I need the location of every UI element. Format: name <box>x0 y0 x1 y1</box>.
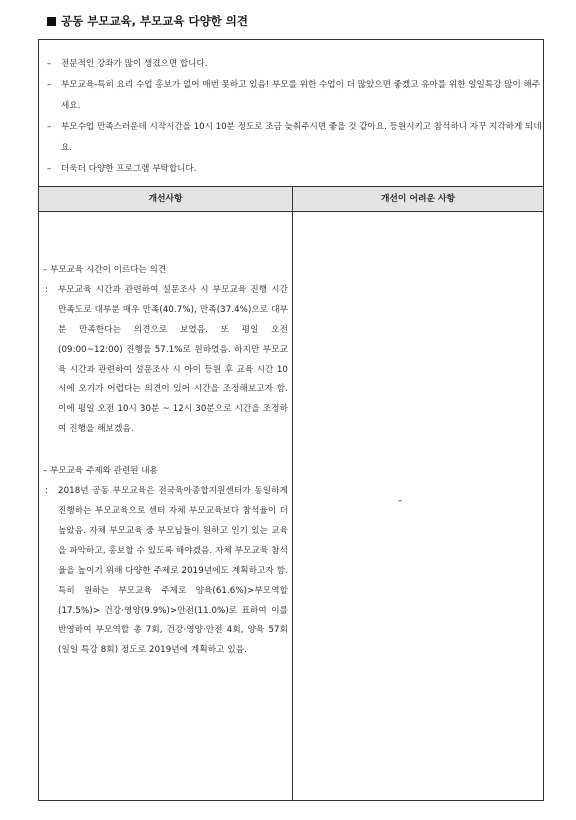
dash-bullet: – <box>43 466 48 477</box>
opinion-item <box>47 54 537 75</box>
opinion-item <box>47 117 542 159</box>
opinion-item <box>47 75 541 117</box>
dash-bullet: – <box>47 164 52 174</box>
improvement-heading <box>43 462 288 482</box>
improvement-table <box>38 187 544 801</box>
improvement-item <box>43 261 288 440</box>
opinion-text: 더욱더 다양한 프로그램 부탁합니다. <box>61 164 197 174</box>
improvement-heading <box>43 261 288 281</box>
opinion-item <box>47 159 537 180</box>
dash-bullet: – <box>47 80 52 90</box>
column-divider <box>292 187 293 800</box>
dash-bullet: – <box>47 59 52 69</box>
opinion-text: 전문적인 강좌가 많이 생겼으면 합니다. <box>61 59 208 69</box>
square-bullet-icon <box>47 17 56 26</box>
opinion-text: 부모교육-특히 요리 수업 홍보가 없어 매번 못하고 있음! 부모를 위한 수업이 더 많았으면 좋겠고 유아를 위한 일일특강 많이 해주세요. <box>61 80 541 111</box>
opinion-text: 부모수업 만족스러운데 시작시간을 10시 10분 정도로 조금 늦춰주시면 좋을 것 같아요. 등원시키고 참석하니 자꾸 지각하게 되네요. <box>61 122 542 153</box>
header-difficult: 개선이 어려운 사항 <box>380 194 456 204</box>
colon-marker: : <box>45 486 48 497</box>
page-title <box>47 13 248 29</box>
section-spacer <box>43 440 288 462</box>
improvement-heading-text: 부모교육 주제와 관련된 내용 <box>50 466 158 477</box>
improvements-column <box>43 261 288 661</box>
improvement-body-text: 부모교육 시간과 관련하여 설문조사 시 부모교육 진행 시간 만족도로 대부분 매우 만족(40.7%), 만족(37.4%)으로 대부분 만족한다는 의견으로 보였음. 또 평일 오전(09:00~12:00) 진행을 57.1%로 원하였음. 하지만 부모교육 시간과 관련하여 설문조사 시 아이 등원 후 교육 시간 10시에 오기가 어렵다는 의견이 있어 시간을 조정해보고자 함. 이에 평일 오전 10시 30분 ~ 12시 30분으로 시간을 조정하여 진행을 해보겠음. <box>58 284 288 435</box>
dash-bullet: – <box>47 122 52 132</box>
improvement-item <box>43 462 288 661</box>
improvement-body <box>43 482 288 661</box>
opinion-box <box>38 39 544 187</box>
difficult-cell: – <box>398 496 403 506</box>
header-improvements: 개선사항 <box>148 194 183 204</box>
page-title-text: 공동 부모교육, 부모교육 다양한 의견 <box>61 14 249 28</box>
colon-marker: : <box>45 284 48 295</box>
improvement-body <box>43 281 288 440</box>
dash-bullet: – <box>43 265 48 275</box>
improvement-body-text: 2018년 공동 부모교육은 전국육아종합지원센터가 동일하게 진행하는 부모교육으로 센터 자체 부모교육보다 참석율이 더 높았음. 자체 부모교육 중 부모님들이 원하고 인기 있는 교육을 파악하고, 홍보할 수 있도록 해야겠음. 자체 부모교육 참석율을 높이기 위해 다양한 주제로 2019년에도 계획하고자 함. 특히 원하는 부모교육 주제로 양육(61.6%)>부모역할(17.5%)> 건강·영양(9.9%)>안전(11.0%)로 표하여 이를 반영하여 부모역할 총 7회, 건강·영양·안전 4회, 양육 57회(일일 특강 8회) 정도로 2019년에 계획하고 있음. <box>58 486 288 656</box>
table-header <box>39 187 543 212</box>
improvement-heading-text: 부모교육 시간이 이르다는 의견 <box>50 265 167 275</box>
